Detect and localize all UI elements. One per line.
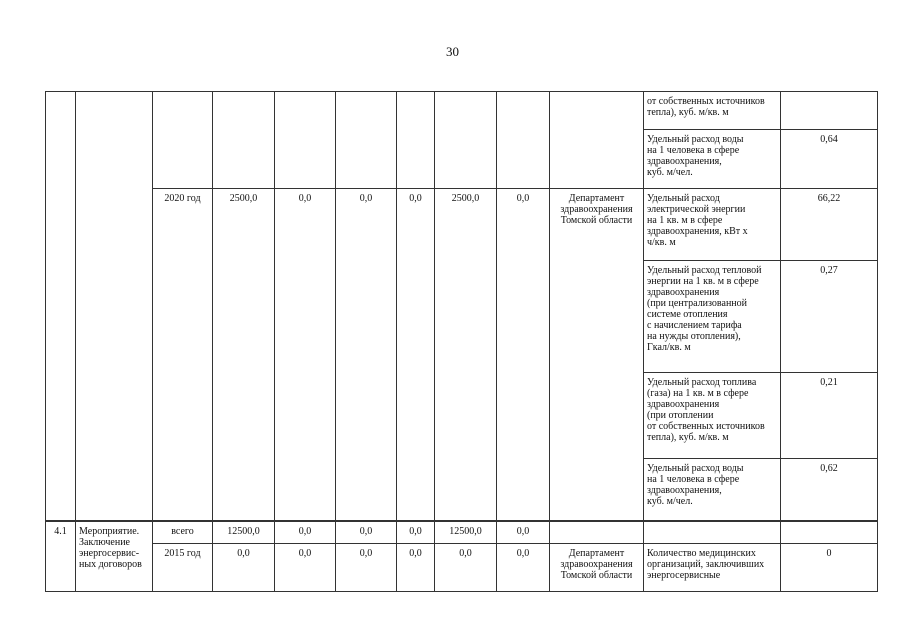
cell-value: 2500,0 — [435, 189, 497, 521]
table-row — [46, 92, 878, 130]
cell-value: 0,0 — [497, 522, 550, 544]
cell-value: 0,0 — [497, 544, 550, 592]
cell-department-empty — [550, 92, 644, 189]
indicator-cell — [644, 544, 781, 592]
cell-number: 4.1 — [46, 522, 76, 592]
cell-value: 0,0 — [397, 189, 435, 521]
indicator-cell — [644, 92, 781, 130]
indicator-cell — [644, 459, 781, 521]
cell-department — [550, 544, 644, 592]
cell-total: 2500,0 — [213, 189, 275, 521]
cell-value: 0,0 — [336, 522, 397, 544]
item-title: Мероприятие. Заключение энергосервис- ных договоров — [79, 526, 142, 570]
indicator-value-empty — [781, 522, 878, 544]
cell-empty — [497, 92, 550, 189]
indicator-cell — [644, 373, 781, 459]
indicator-value: 0,21 — [781, 373, 878, 459]
cell-value: 0,0 — [435, 544, 497, 592]
cell-value: 12500,0 — [435, 522, 497, 544]
cell-year: всего — [153, 522, 213, 544]
cell-year: 2015 год — [153, 544, 213, 592]
indicator-text: Удельный расход электрической энергии на 1 кв. м в сфере здравоохранения, кВт х ч/кв. м — [647, 193, 748, 248]
cell-value: 0,0 — [497, 189, 550, 521]
indicator-text: Удельный расход топлива (газа) на 1 кв. м в сфере здравоохранения (при отоплении от собственных источников тепла), куб. м/кв. м — [647, 377, 765, 443]
cell-department-empty — [550, 522, 644, 544]
cell-value: 0,0 — [275, 522, 336, 544]
cell-department — [550, 189, 644, 521]
cell-year: 2020 год — [153, 189, 213, 521]
table-row — [46, 544, 878, 592]
cell-empty — [275, 92, 336, 189]
cell-value: 0,0 — [397, 544, 435, 592]
cell-title-empty — [76, 92, 153, 521]
indicator-value: 0 — [781, 544, 878, 592]
table-row — [46, 189, 878, 261]
cell-value: 0,0 — [397, 522, 435, 544]
program-table-item-4-1 — [45, 521, 878, 592]
cell-value: 0,0 — [336, 189, 397, 521]
indicator-cell — [644, 261, 781, 373]
indicator-cell — [644, 189, 781, 261]
indicator-value: 0,62 — [781, 459, 878, 521]
cell-year-empty — [153, 92, 213, 189]
program-table — [45, 91, 878, 521]
table-row — [46, 522, 878, 544]
indicator-text: Удельный расход тепловой энергии на 1 кв. м в сфере здравоохранения (при централизованной системе отопления с начислением тарифа на нужды отопления), Гкал/кв. м — [647, 265, 762, 353]
indicator-cell — [644, 130, 781, 189]
indicator-text: Удельный расход воды на 1 человека в сфере здравоохранения, куб. м/чел. — [647, 463, 744, 507]
cell-empty — [435, 92, 497, 189]
indicator-text: от собственных источников тепла), куб. м/кв. м — [647, 96, 765, 118]
cell-empty — [397, 92, 435, 189]
cell-empty — [336, 92, 397, 189]
indicator-text: Количество медицинских организаций, заключивших энергосервисные — [647, 548, 765, 581]
cell-total: 0,0 — [213, 544, 275, 592]
cell-value: 0,0 — [275, 544, 336, 592]
page-number: 30 — [446, 44, 459, 59]
indicator-value-empty — [781, 92, 878, 130]
department-text: Департамент здравоохранения Томской области — [560, 548, 633, 581]
indicator-value: 0,64 — [781, 130, 878, 189]
cell-empty — [213, 92, 275, 189]
indicator-empty — [644, 522, 781, 544]
indicator-value: 0,27 — [781, 261, 878, 373]
cell-number-empty — [46, 92, 76, 521]
indicator-value: 66,22 — [781, 189, 878, 261]
cell-title — [76, 522, 153, 592]
department-text: Департамент здравоохранения Томской области — [560, 193, 633, 226]
indicator-text: Удельный расход воды на 1 человека в сфере здравоохранения, куб. м/чел. — [647, 134, 744, 178]
cell-value: 0,0 — [275, 189, 336, 521]
cell-total: 12500,0 — [213, 522, 275, 544]
cell-value: 0,0 — [336, 544, 397, 592]
